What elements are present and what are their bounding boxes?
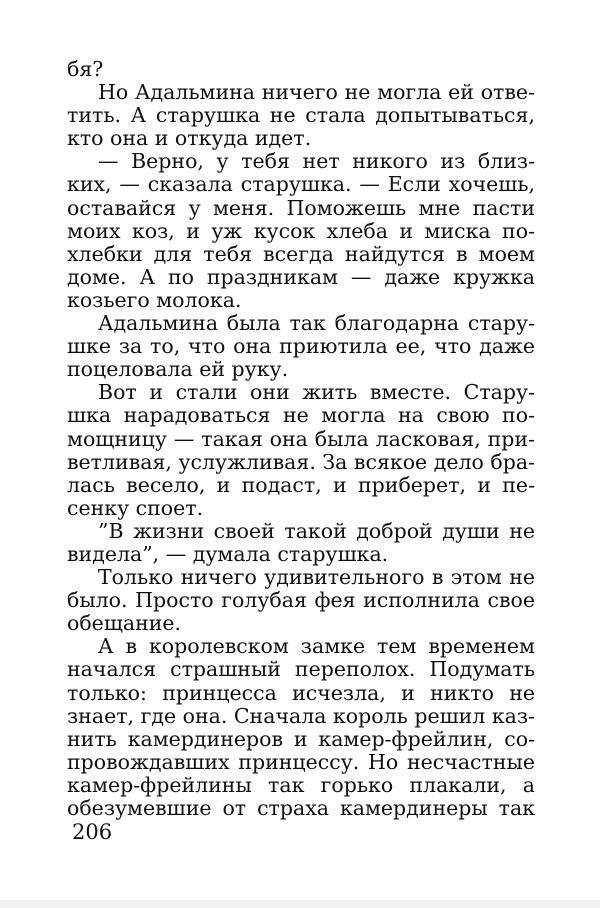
text-line: тить. А старушка не стала допытываться, bbox=[67, 103, 535, 128]
page-bottom-edge bbox=[0, 900, 600, 908]
text-line: козьего молока. bbox=[67, 287, 242, 312]
text-line: ветливая, услужливая. За всякое дело бра- bbox=[67, 449, 535, 474]
text-line: Только ничего удивительного в этом не bbox=[98, 565, 535, 590]
text-line: ких, — сказала старушка. — Если хочешь, bbox=[67, 172, 535, 197]
text-line: ”В жизни своей такой доброй души не bbox=[98, 518, 535, 543]
text-line: камер-фрейлины так горько плакали, а bbox=[67, 772, 535, 797]
text-line: кто она и откуда идет. bbox=[67, 126, 312, 151]
text-line: Но Адальмина ничего не могла ей отве- bbox=[98, 80, 535, 105]
text-line: лась весело, и подаст, и приберет, и пе- bbox=[67, 472, 535, 497]
text-line: знает, где она. Сначала король решил каз- bbox=[67, 703, 535, 728]
text-line: обезумевшие от страха камердинеры так bbox=[67, 796, 535, 820]
text-line: было. Просто голубая фея исполнила свое bbox=[67, 588, 535, 613]
text-line: доме. А по праздникам — даже кружка bbox=[67, 264, 535, 289]
text-line: только: принцесса исчезла, и никто не bbox=[67, 680, 535, 705]
text-line: шка нарадоваться не могла на свою по- bbox=[67, 403, 535, 428]
text-line: — Верно, у тебя нет никого из близ- bbox=[98, 149, 535, 174]
text-line: Адальмина была так благодарна стару- bbox=[98, 311, 535, 336]
text-line: нить камердинеров и камер-фрейлин, со- bbox=[67, 726, 535, 751]
text-line: видела”, — думала старушка. bbox=[67, 541, 389, 566]
text-line: сенку споет. bbox=[67, 495, 204, 520]
text-line: шке за то, что она приютила ее, что даже bbox=[67, 334, 535, 359]
text-line: моих коз, и уж кусок хлеба и миска по- bbox=[67, 218, 535, 243]
text-line: А в королевском замке тем временем bbox=[98, 634, 535, 659]
text-line: оставайся у меня. Поможешь мне пасти bbox=[67, 195, 535, 220]
text-line: обещание. bbox=[67, 611, 182, 636]
text-line: бя? bbox=[67, 57, 104, 81]
text-line: хлебки для тебя всегда найдутся в моем bbox=[67, 241, 535, 266]
text-line: мощницу — такая она была ласковая, при- bbox=[67, 426, 535, 451]
text-line: поцеловала ей руку. bbox=[67, 357, 289, 382]
page-number: 206 bbox=[72, 820, 113, 844]
body-text bbox=[67, 58, 535, 820]
text-line: начался страшный переполох. Подумать bbox=[67, 657, 535, 682]
text-line: Вот и стали они жить вместе. Стару- bbox=[98, 380, 535, 405]
text-line: провождавших принцессу. Но несчастные bbox=[67, 749, 535, 774]
